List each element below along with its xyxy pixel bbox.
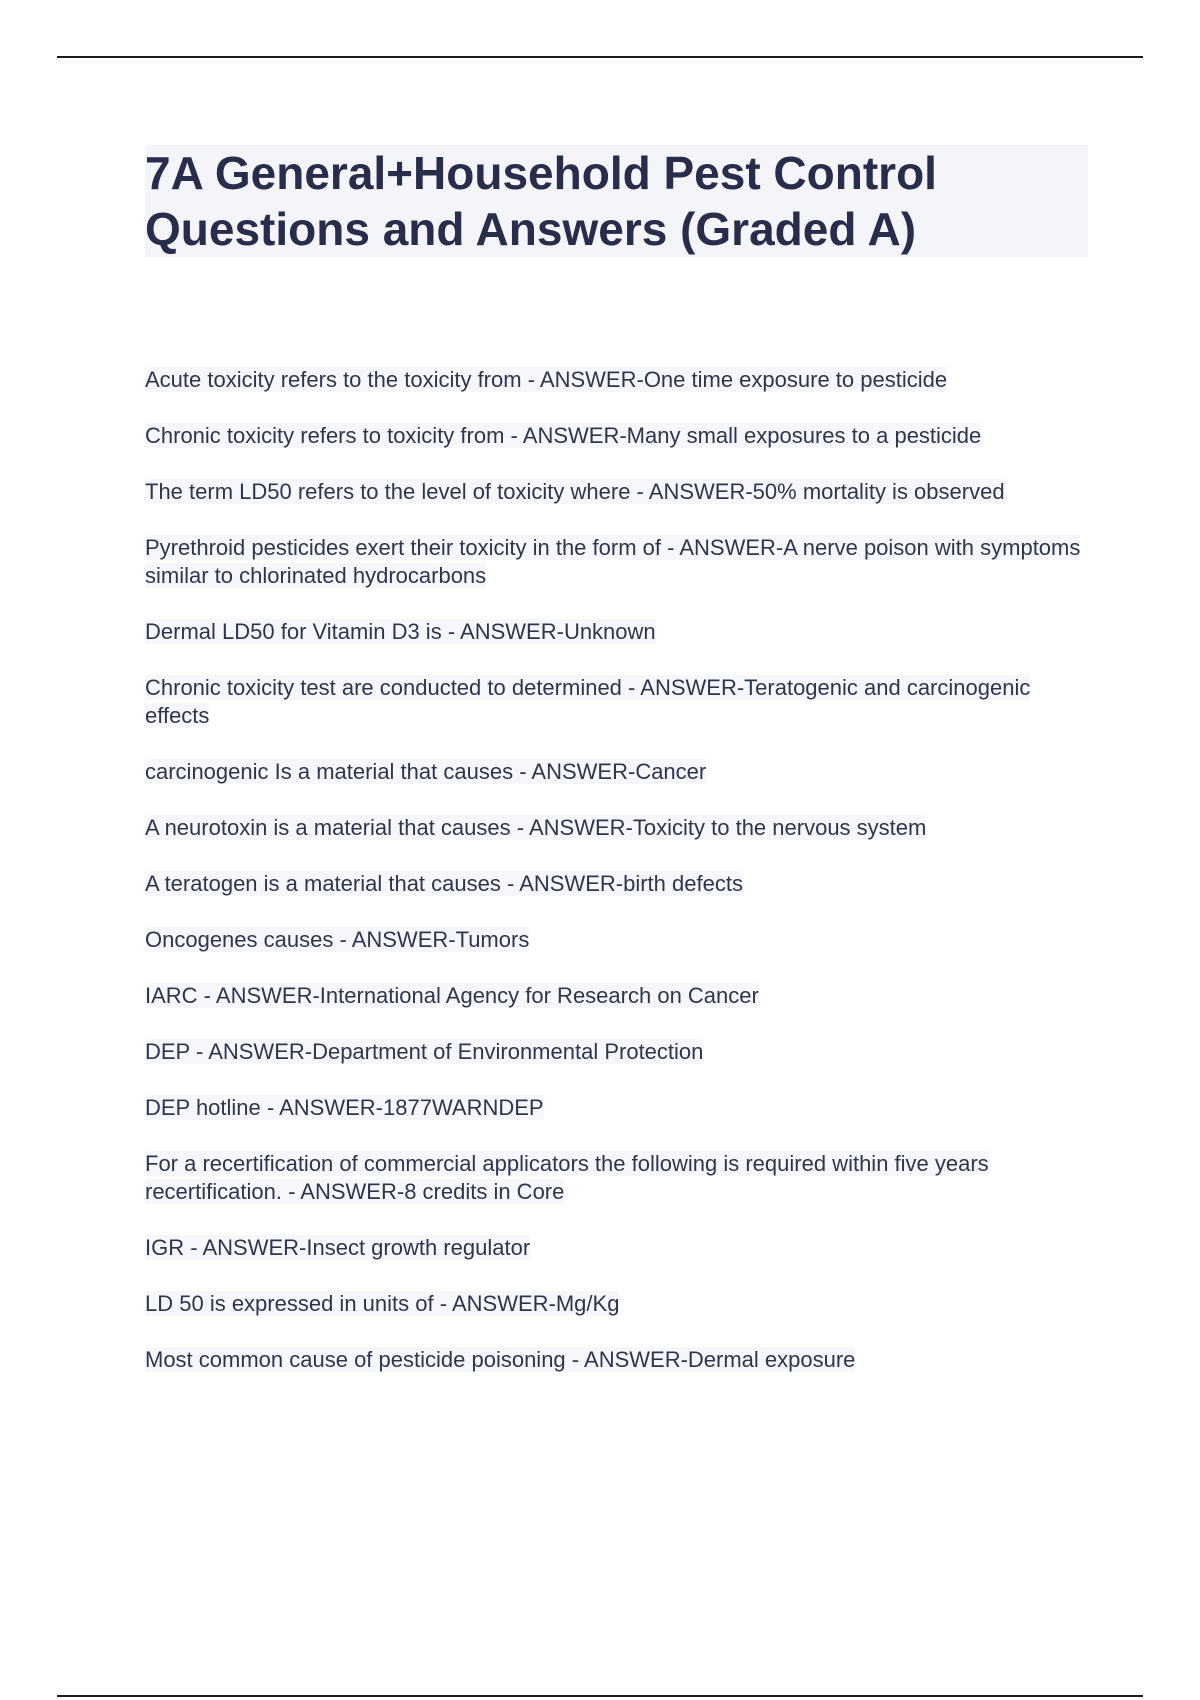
question-text: Acute toxicity refers to the toxicity from - <box>145 367 540 392</box>
answer-text: Teratogenic and carcinogenic effects <box>145 675 1031 728</box>
qa-text <box>145 423 981 448</box>
qa-text <box>145 535 1080 588</box>
qa-item <box>145 422 1085 450</box>
qa-text <box>145 815 926 840</box>
answer-text: Unknown <box>563 619 656 644</box>
answer-prefix: ANSWER- <box>529 815 633 840</box>
answer-prefix: ANSWER- <box>202 1235 307 1260</box>
answer-text: International Agency for Research on Cancer <box>319 983 759 1008</box>
document-title: 7A General+Household Pest Control Questions and Answers (Graded A) <box>145 147 937 255</box>
answer-prefix: ANSWER- <box>215 983 320 1008</box>
question-text: DEP hotline - <box>145 1095 279 1120</box>
question-text: A neurotoxin is a material that causes - <box>145 815 529 840</box>
answer-text: birth defects <box>623 871 743 896</box>
qa-item <box>145 870 1085 898</box>
answer-prefix: ANSWER- <box>519 871 624 896</box>
qa-text <box>145 927 529 952</box>
answer-text: Tumors <box>455 927 530 952</box>
answer-text: Dermal exposure <box>687 1347 856 1372</box>
answer-prefix: ANSWER- <box>584 1347 688 1372</box>
qa-item <box>145 534 1085 590</box>
answer-text: Insect growth regulator <box>306 1235 531 1260</box>
question-text: Chronic toxicity test are conducted to determined - <box>145 675 640 700</box>
answer-text: Many small exposures to a pesticide <box>626 423 982 448</box>
answer-text: A nerve poison with symptoms similar to chlorinated hydrocarbons <box>145 535 1081 588</box>
qa-item <box>145 982 1085 1010</box>
qa-item <box>145 478 1085 506</box>
qa-text <box>145 1235 530 1260</box>
top-divider <box>57 56 1143 58</box>
answer-text: Toxicity to the nervous system <box>632 815 927 840</box>
question-text: Most common cause of pesticide poisoning - <box>145 1347 584 1372</box>
answer-prefix: ANSWER- <box>300 1179 405 1204</box>
qa-item <box>145 366 1085 394</box>
question-text: IGR - <box>145 1235 202 1260</box>
answer-prefix: ANSWER- <box>522 423 627 448</box>
qa-text <box>145 759 706 784</box>
answer-prefix: ANSWER- <box>351 927 456 952</box>
question-text: LD 50 is expressed in units of - <box>145 1291 452 1316</box>
qa-text <box>145 675 1030 728</box>
question-text: A teratogen is a material that causes - <box>145 871 519 896</box>
answer-prefix: ANSWER- <box>539 367 644 392</box>
qa-text <box>145 1039 703 1064</box>
answer-prefix: ANSWER- <box>531 759 636 784</box>
qa-list <box>145 366 1085 1402</box>
answer-text: 50% mortality is observed <box>752 479 1005 504</box>
qa-item <box>145 618 1085 646</box>
qa-item <box>145 674 1085 730</box>
qa-item <box>145 1234 1085 1262</box>
qa-item <box>145 814 1085 842</box>
qa-item <box>145 758 1085 786</box>
qa-text <box>145 1347 855 1372</box>
qa-text <box>145 983 759 1008</box>
title-block <box>145 145 1088 257</box>
answer-prefix: ANSWER- <box>451 1291 556 1316</box>
question-text: DEP - <box>145 1039 208 1064</box>
question-text: For a recertification of commercial applicators the following is required within five years recertification. - <box>145 1151 989 1204</box>
question-text: Chronic toxicity refers to toxicity from - <box>145 423 523 448</box>
qa-text <box>145 619 656 644</box>
qa-item <box>145 1094 1085 1122</box>
qa-item <box>145 1346 1085 1374</box>
qa-item <box>145 1290 1085 1318</box>
answer-prefix: ANSWER- <box>640 675 745 700</box>
qa-text <box>145 1291 619 1316</box>
question-text: carcinogenic Is a material that causes - <box>145 759 531 784</box>
question-text: Oncogenes causes - <box>145 927 352 952</box>
question-text: The term LD50 refers to the level of toxicity where - <box>145 479 649 504</box>
answer-prefix: ANSWER- <box>648 479 753 504</box>
question-text: IARC - <box>145 983 216 1008</box>
bottom-divider <box>57 1695 1143 1697</box>
qa-item <box>145 926 1085 954</box>
qa-text <box>145 479 1005 504</box>
answer-prefix: ANSWER- <box>279 1095 384 1120</box>
answer-text: Mg/Kg <box>555 1291 620 1316</box>
question-text: Dermal LD50 for Vitamin D3 is - <box>145 619 460 644</box>
answer-text: 1877WARNDEP <box>383 1095 544 1120</box>
answer-prefix: ANSWER- <box>208 1039 313 1064</box>
question-text: Pyrethroid pesticides exert their toxicity in the form of - <box>145 535 679 560</box>
qa-text <box>145 367 947 392</box>
qa-item <box>145 1038 1085 1066</box>
answer-prefix: ANSWER- <box>460 619 564 644</box>
answer-text: One time exposure to pesticide <box>643 367 948 392</box>
qa-text <box>145 871 743 896</box>
answer-text: Department of Environmental Protection <box>312 1039 704 1064</box>
answer-text: 8 credits in Core <box>404 1179 565 1204</box>
answer-prefix: ANSWER- <box>679 535 784 560</box>
answer-text: Cancer <box>635 759 707 784</box>
qa-text <box>145 1151 989 1204</box>
qa-item <box>145 1150 1085 1206</box>
qa-text <box>145 1095 544 1120</box>
